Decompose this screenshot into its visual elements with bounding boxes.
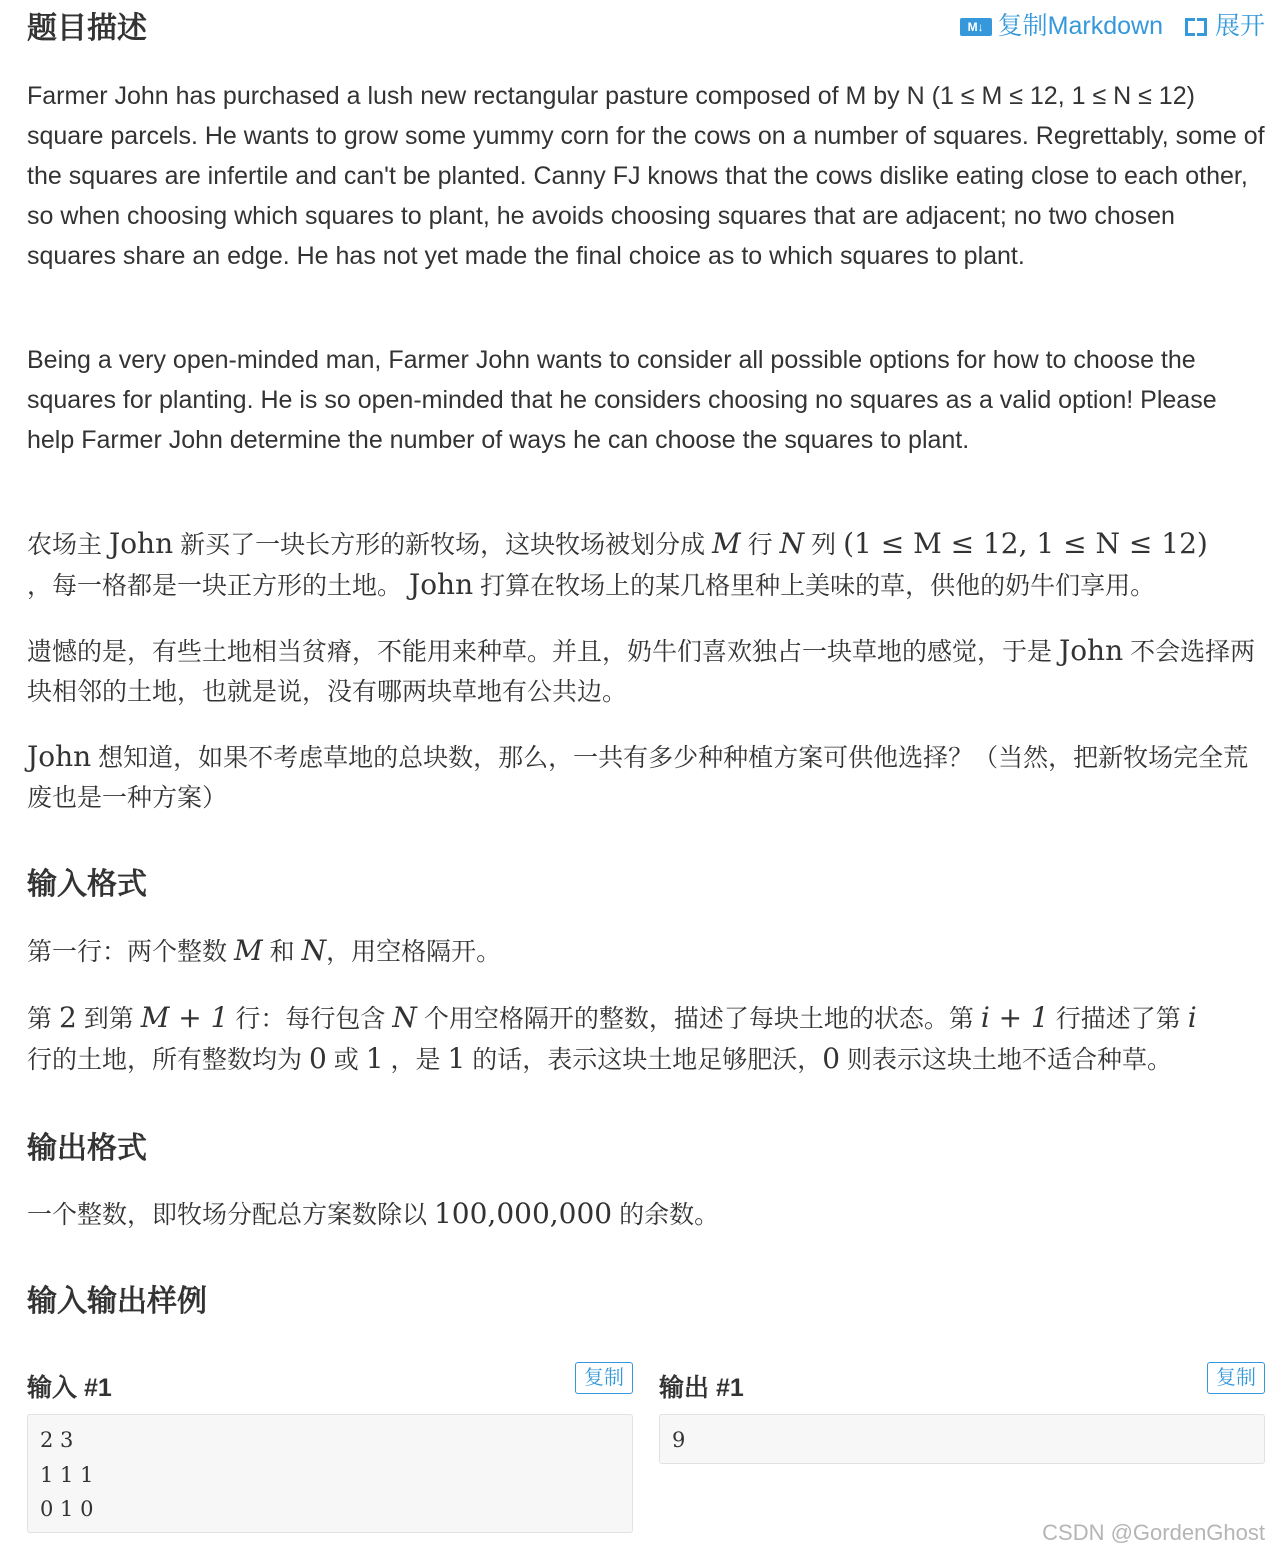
text-segment: 不会选择两块相邻的土地，也就是说，没有哪两块草地有公共边。 — [27, 638, 1256, 706]
text-segment: 打算在牧场上的某几格里种上美味的草，供他的奶牛们享用。 — [480, 572, 1156, 600]
input-format-line-1 — [27, 931, 1265, 972]
output-format-title: 输出格式 — [27, 1132, 147, 1165]
copy-output-button[interactable]: 复制 — [1207, 1362, 1265, 1394]
copy-input-button[interactable]: 复制 — [575, 1362, 633, 1394]
math-n: N — [301, 934, 327, 967]
sample-input-panel — [27, 1362, 633, 1533]
watermark: CSDN @GordenGhost — [1042, 1520, 1265, 1545]
math-value: 0 — [822, 1042, 841, 1075]
text-segment: 行的土地，所有整数均为 — [27, 1046, 303, 1074]
sample-output-header — [659, 1362, 1265, 1414]
sample-output-code[interactable]: 9 — [659, 1414, 1265, 1464]
math-m: M — [233, 934, 263, 967]
text-segment: 的话，表示这块土地足够肥沃， — [472, 1046, 823, 1074]
text-segment: 到第 — [83, 1005, 134, 1033]
text-segment: 新买了一块长方形的新牧场，这块牧场被划分成 — [180, 531, 706, 559]
copy-markdown-button[interactable] — [960, 14, 1163, 39]
copy-markdown-label: 复制Markdown — [997, 12, 1163, 40]
description-en-paragraph-2: Being a very open-minded man, Farmer John wants to consider all possible options for how to choose the squares for planting. He is so open-minded that he considers choosing no squares as a valid option! Please help Farmer John determine the number of ways he can choose the squares to plant. — [27, 346, 1217, 454]
text-segment: 的余数。 — [619, 1201, 720, 1229]
description-zh-paragraph-2 — [27, 631, 1265, 712]
sample-output-panel — [659, 1362, 1265, 1464]
description-zh-paragraph-3 — [27, 737, 1265, 818]
text-segment: 农场主 — [27, 531, 103, 559]
text-segment: 行：每行包含 — [235, 1005, 386, 1033]
math-range: (1 ≤ M ≤ 12, 1 ≤ N ≤ 12) — [843, 527, 1208, 560]
math-i-plus-1: i + 1 — [980, 1001, 1049, 1034]
text-segment: 或 — [333, 1046, 359, 1074]
text-segment: 遗憾的是，有些土地相当贫瘠，不能用来种草。并且，奶牛们喜欢独占一块草地的感觉，于是 — [27, 638, 1053, 666]
math-value: 0 — [308, 1042, 327, 1075]
text-segment: 想知道，如果不考虑草地的总块数，那么，一共有多少种种植方案可供他选择？（当然，把新牧场完全荒废也是一种方案） — [27, 744, 1249, 812]
input-format-line-2 — [27, 998, 1265, 1080]
expand-button[interactable] — [1183, 14, 1265, 39]
sample-input-header — [27, 1362, 633, 1414]
math-john: John — [27, 740, 92, 773]
text-segment: 行描述了第 — [1055, 1005, 1181, 1033]
math-n: N — [779, 527, 805, 560]
input-format-title: 输入格式 — [27, 868, 147, 901]
output-format-line — [27, 1194, 1265, 1235]
sample-output-label: 输出 #1 — [659, 1374, 744, 1402]
text-segment: 则表示这块土地不适合种草。 — [847, 1046, 1173, 1074]
description-en-paragraph-1: Farmer John has purchased a lush new rectangular pasture composed of M by N (1 ≤ M ≤ 12, 1 ≤ N ≤ 12) square parcels. He wants to grow some yummy corn for the cows on a number of squares. Regrettably, some of the squares are infertile and can't be planted. Canny FJ knows that the cows dislike eating close to each other, so when choosing which squares to plant, he avoids choosing squares that are adjacent; no two chosen squares share an edge. He has not yet made the final choice as to which squares to plant. — [27, 82, 1265, 270]
math-m-plus-1: M + 1 — [140, 1001, 229, 1034]
samples-title: 输入输出样例 — [27, 1285, 207, 1318]
sample-input-label: 输入 #1 — [27, 1374, 112, 1402]
math-modulus: 100,000,000 — [433, 1197, 613, 1230]
expand-icon — [1183, 17, 1209, 37]
text-segment: 个用空格隔开的整数，描述了每块土地的状态。第 — [423, 1005, 974, 1033]
markdown-icon: M↓ — [960, 18, 992, 36]
math-john: John — [1058, 634, 1124, 667]
math-m: M — [712, 527, 741, 560]
math-john: John — [108, 527, 174, 560]
math-n: N — [392, 1001, 417, 1034]
text-segment: ，每一格都是一块正方形的土地。 — [27, 572, 403, 600]
text-segment: 行 — [747, 531, 773, 559]
math-value: 1 — [365, 1042, 384, 1075]
math-value: 2 — [58, 1001, 77, 1034]
math-value: 1 — [447, 1042, 466, 1075]
expand-label: 展开 — [1214, 12, 1265, 40]
description-title: 题目描述 — [27, 12, 147, 45]
text-segment: 和 — [269, 938, 295, 966]
text-segment: ，是 — [390, 1046, 441, 1074]
text-segment: 一个整数，即牧场分配总方案数除以 — [27, 1201, 428, 1229]
text-segment: 第一行：两个整数 — [27, 938, 228, 966]
description-zh-paragraph-1 — [27, 524, 1265, 606]
text-segment: 列 — [811, 531, 837, 559]
text-segment: 第 — [27, 1005, 53, 1033]
math-i: i — [1187, 1001, 1197, 1034]
sample-input-code[interactable]: 2 3 1 1 1 0 1 0 — [27, 1414, 633, 1533]
math-john: John — [408, 568, 474, 601]
header-actions — [960, 14, 1265, 39]
text-segment: ，用空格隔开。 — [326, 938, 502, 966]
